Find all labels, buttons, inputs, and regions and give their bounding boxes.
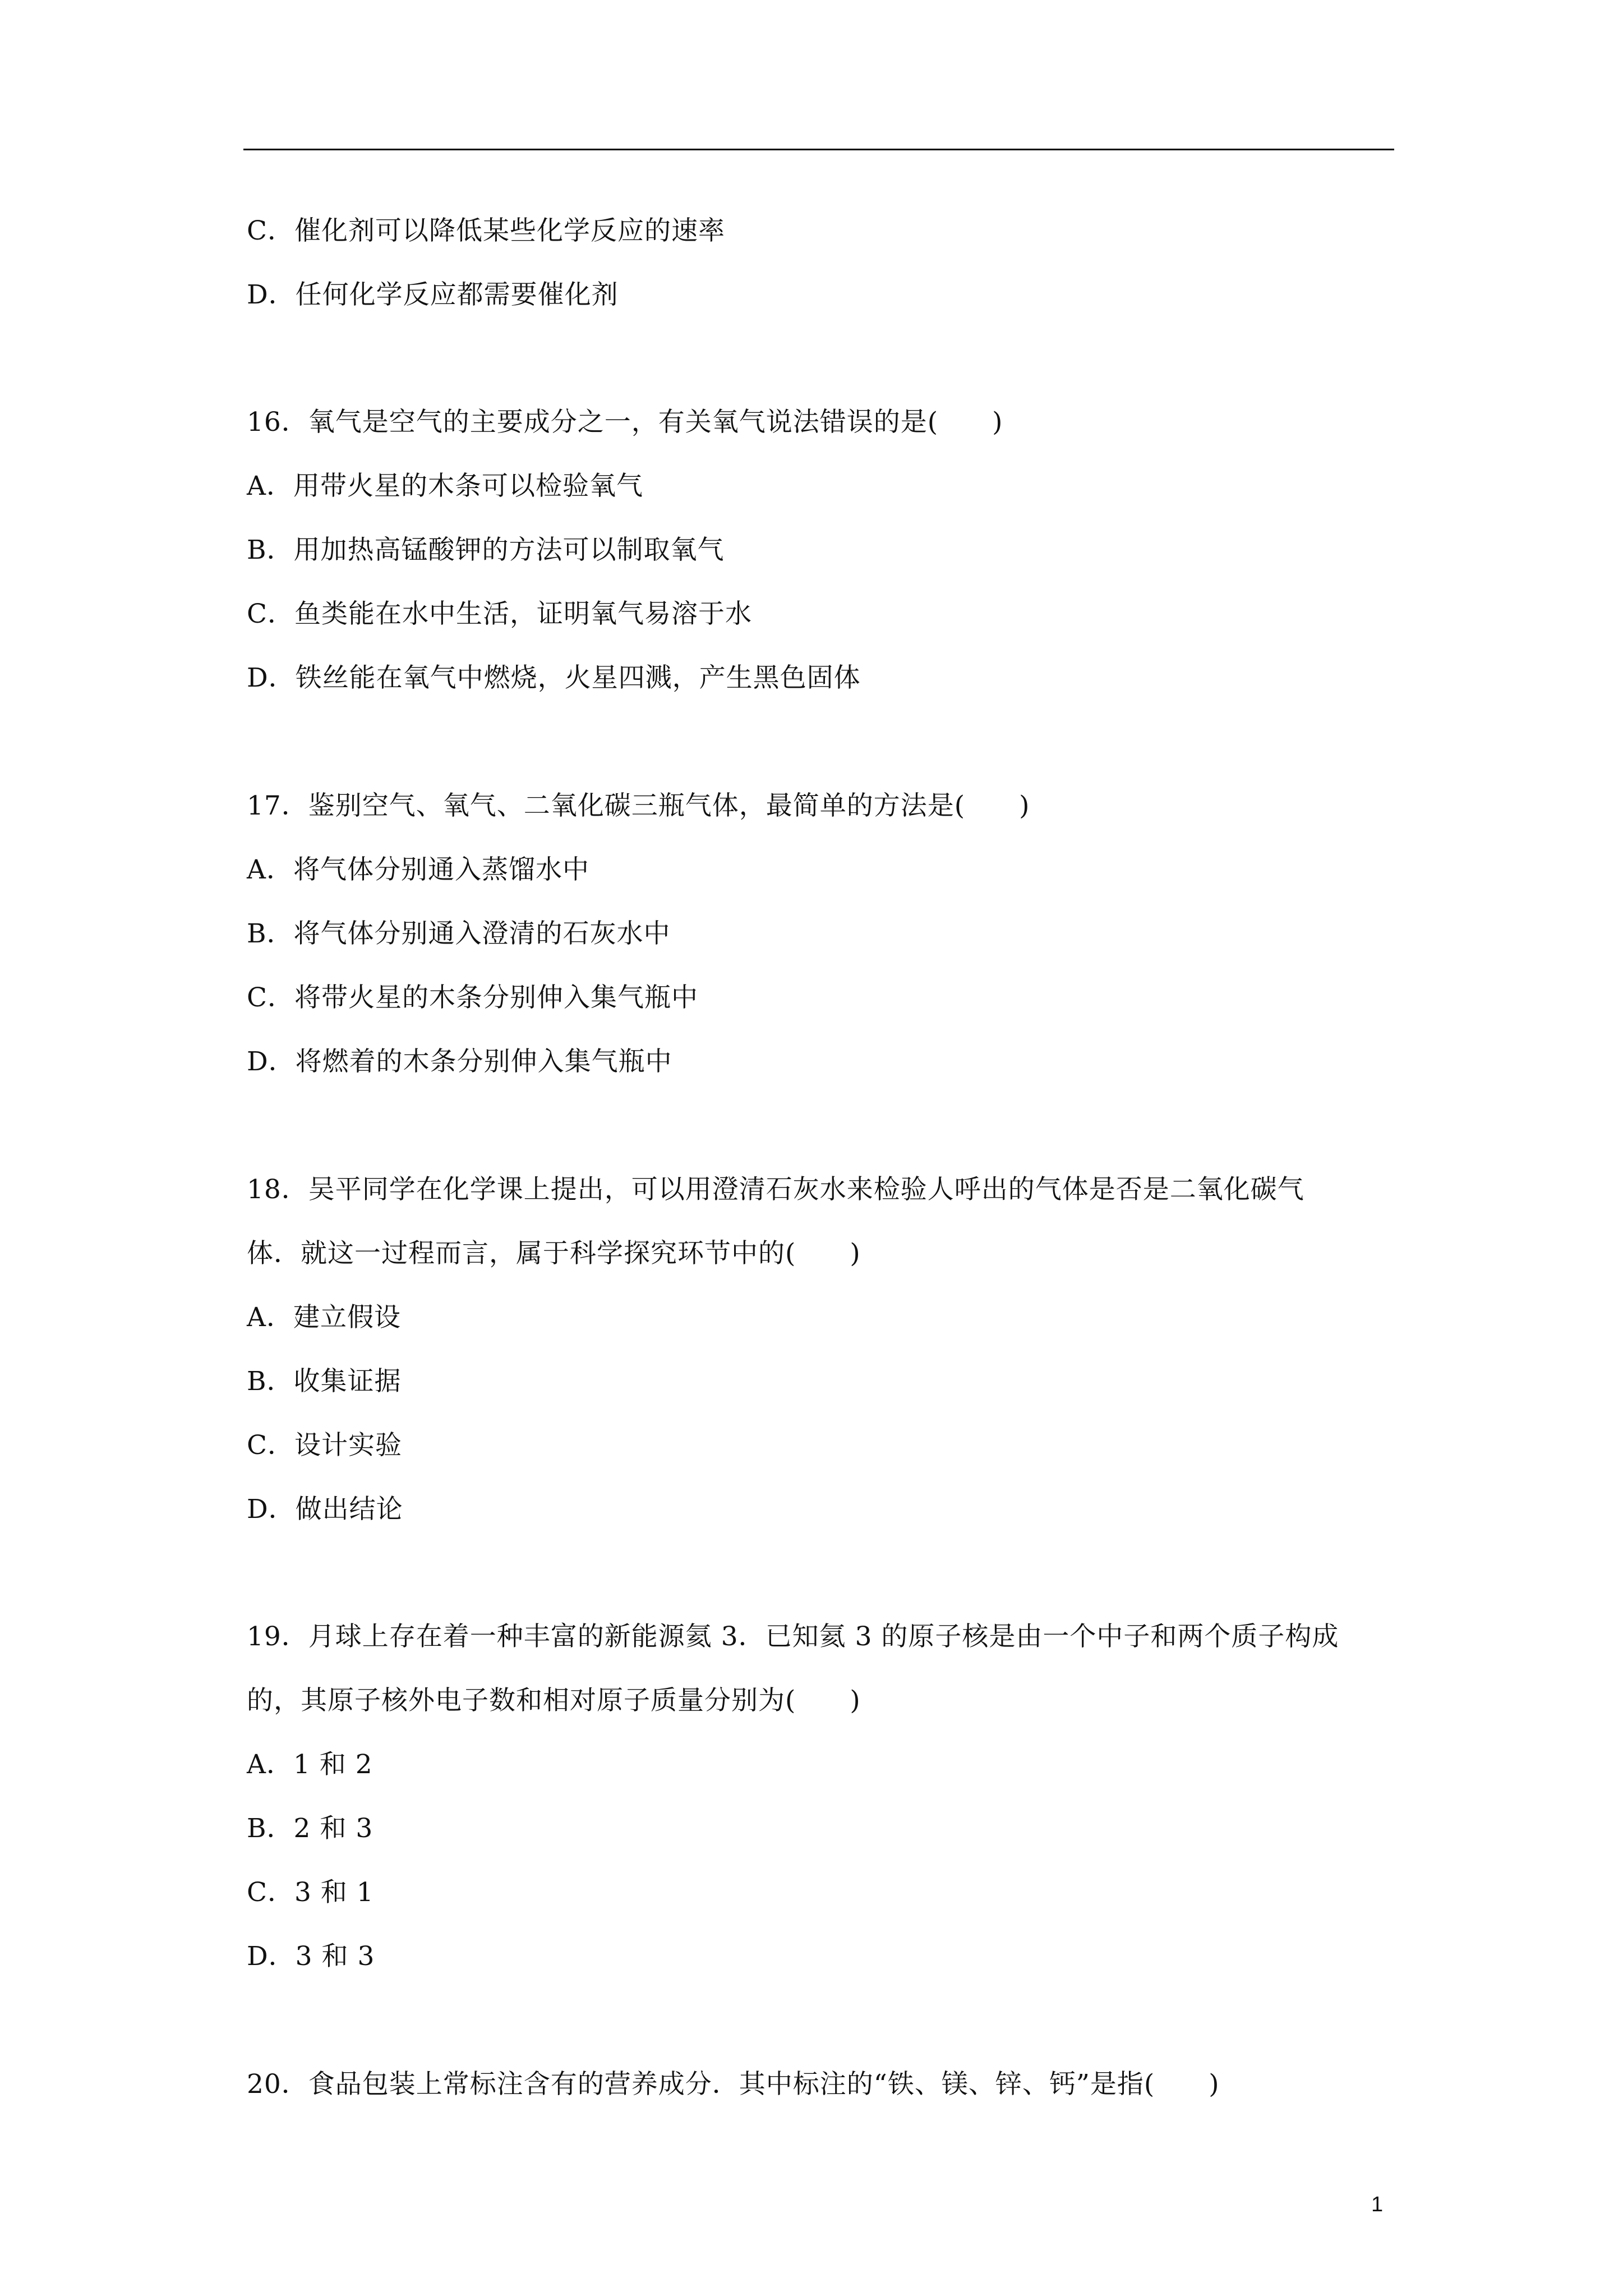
question-18-line-1: 18．吴平同学在化学课上提出，可以用澄清石灰水来检验人呼出的气体是否是二氧化碳气 (247, 1174, 1304, 1205)
option-15c: C．催化剂可以降低某些化学反应的速率 (247, 215, 725, 246)
header-rule (243, 149, 1394, 150)
option-18d: D．做出结论 (247, 1494, 403, 1525)
option-17a: A．将气体分别通入蒸馏水中 (247, 854, 589, 885)
question-19-line-2: 的，其原子核外电子数和相对原子质量分别为( ) (247, 1685, 861, 1716)
option-19a: A．1 和 2 (247, 1749, 373, 1780)
option-18b: B．收集证据 (247, 1366, 402, 1397)
option-16a: A．用带火星的木条可以检验氧气 (247, 471, 643, 501)
option-16c: C．鱼类能在水中生活，证明氧气易溶于水 (247, 599, 752, 629)
page-number: 1 (1371, 2193, 1384, 2216)
option-18c: C．设计实验 (247, 1430, 402, 1461)
question-17: 17．鉴别空气、氧气、二氧化碳三瓶气体，最简单的方法是( ) (247, 790, 1030, 821)
question-16: 16．氧气是空气的主要成分之一，有关氧气说法错误的是( ) (247, 407, 1003, 438)
option-17c: C．将带火星的木条分别伸入集气瓶中 (247, 982, 698, 1013)
option-19c: C．3 和 1 (247, 1877, 374, 1908)
option-17b: B．将气体分别通入澄清的石灰水中 (247, 918, 671, 949)
option-19d: D．3 和 3 (247, 1941, 375, 1972)
option-16b: B．用加热高锰酸钾的方法可以制取氧气 (247, 535, 725, 565)
option-19b: B．2 和 3 (247, 1813, 374, 1844)
option-15d: D．任何化学反应都需要催化剂 (247, 279, 619, 310)
option-16d: D．铁丝能在氧气中燃烧，火星四溅，产生黑色固体 (247, 662, 861, 693)
question-18-line-2: 体．就这一过程而言，属于科学探究环节中的( ) (247, 1238, 861, 1269)
question-20: 20．食品包装上常标注含有的营养成分．其中标注的“铁、镁、锌、钙”是指( ) (247, 2069, 1220, 2100)
option-17d: D．将燃着的木条分别伸入集气瓶中 (247, 1046, 672, 1077)
option-18a: A．建立假设 (247, 1302, 401, 1333)
question-19-line-1: 19．月球上存在着一种丰富的新能源氦 3．已知氦 3 的原子核是由一个中子和两个质子构成 (247, 1621, 1339, 1652)
